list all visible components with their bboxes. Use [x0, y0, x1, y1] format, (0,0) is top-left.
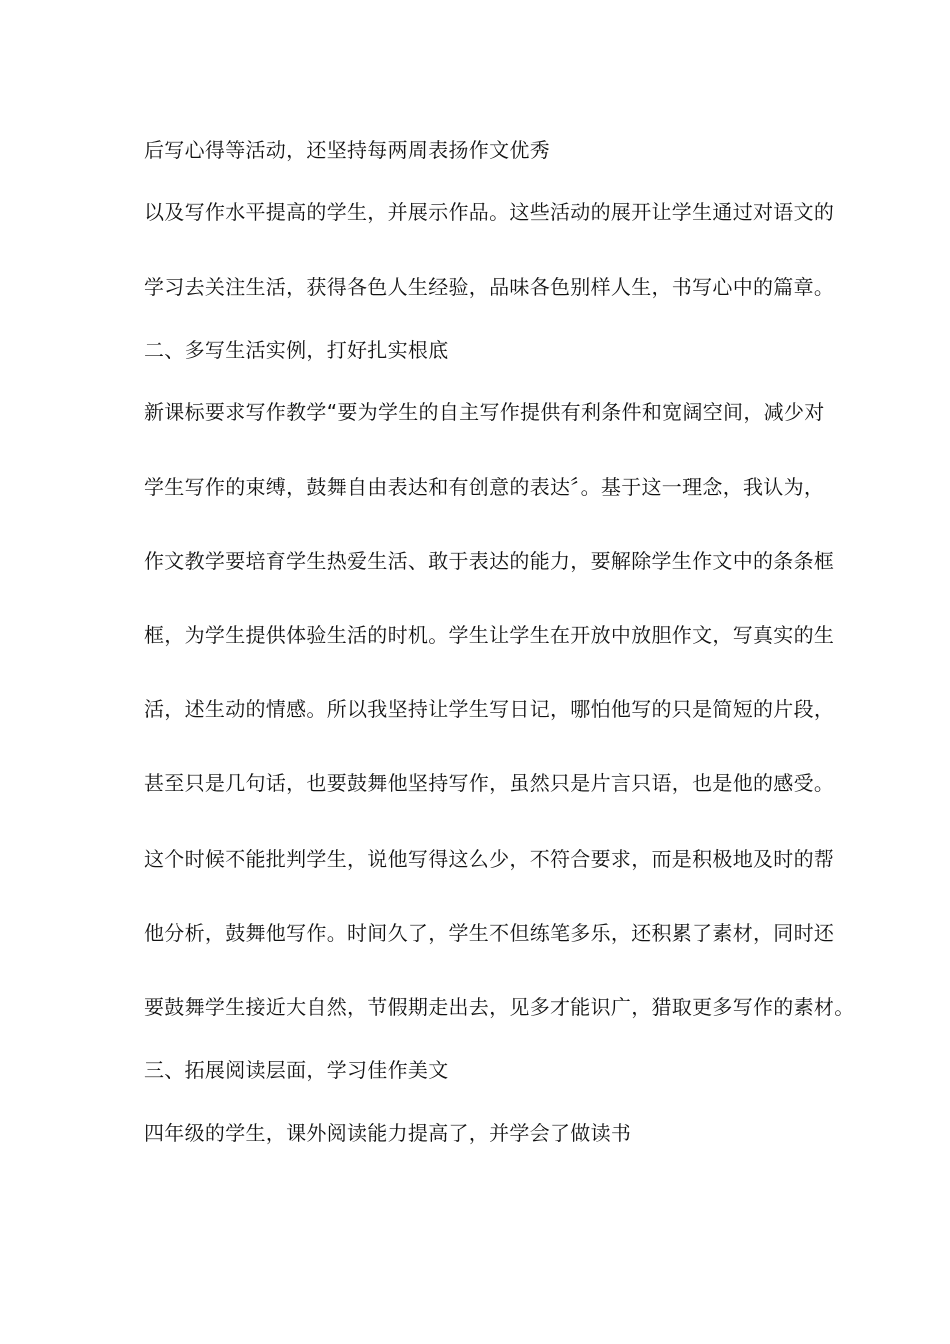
- paragraph-line: 框，为学生提供体验生活的时机。学生让学生在开放中放胆作文，写真实的生: [144, 623, 835, 647]
- paragraph-line: 学生写作的束缚，鼓舞自由表达和有创意的表达〞。基于这一理念，我认为，: [144, 475, 825, 499]
- paragraph-line: 这个时候不能批判学生，说他写得这么少，不符合要求，而是积极地及时的帮: [144, 847, 835, 871]
- paragraph-line: 甚至只是几句话，也要鼓舞他坚持写作，虽然只是片言只语，也是他的感受。: [144, 771, 835, 795]
- paragraph-line: 后写心得等活动，还坚持每两周表扬作文优秀: [144, 138, 550, 162]
- paragraph-line: 要鼓舞学生接近大自然，节假期走出去，见多才能识广，猎取更多写作的素材。: [144, 995, 855, 1019]
- paragraph-line: 作文教学要培育学生热爱生活、敢于表达的能力，要解除学生作文中的条条框: [144, 549, 835, 573]
- paragraph-line: 新课标要求写作教学“要为学生的自主写作提供有利条件和宽阔空间，减少对: [144, 400, 825, 424]
- paragraph-line: 以及写作水平提高的学生，并展示作品。这些活动的展开让学生通过对语文的: [144, 200, 835, 224]
- paragraph-line: 活，述生动的情感。所以我坚持让学生写日记，哪怕他写的只是简短的片段，: [144, 697, 835, 721]
- paragraph-line: 他分析，鼓舞他写作。时间久了，学生不但练笔多乐，还积累了素材，同时还: [144, 921, 835, 945]
- section-heading: 三、拓展阅读层面，学习佳作美文: [144, 1058, 449, 1082]
- paragraph-line: 四年级的学生，课外阅读能力提高了，并学会了做读书: [144, 1121, 632, 1145]
- paragraph-line: 学习去关注生活，获得各色人生经验，品味各色别样人生，书写心中的篇章。: [144, 275, 835, 299]
- section-heading: 二、多写生活实例，打好扎实根底: [144, 338, 449, 362]
